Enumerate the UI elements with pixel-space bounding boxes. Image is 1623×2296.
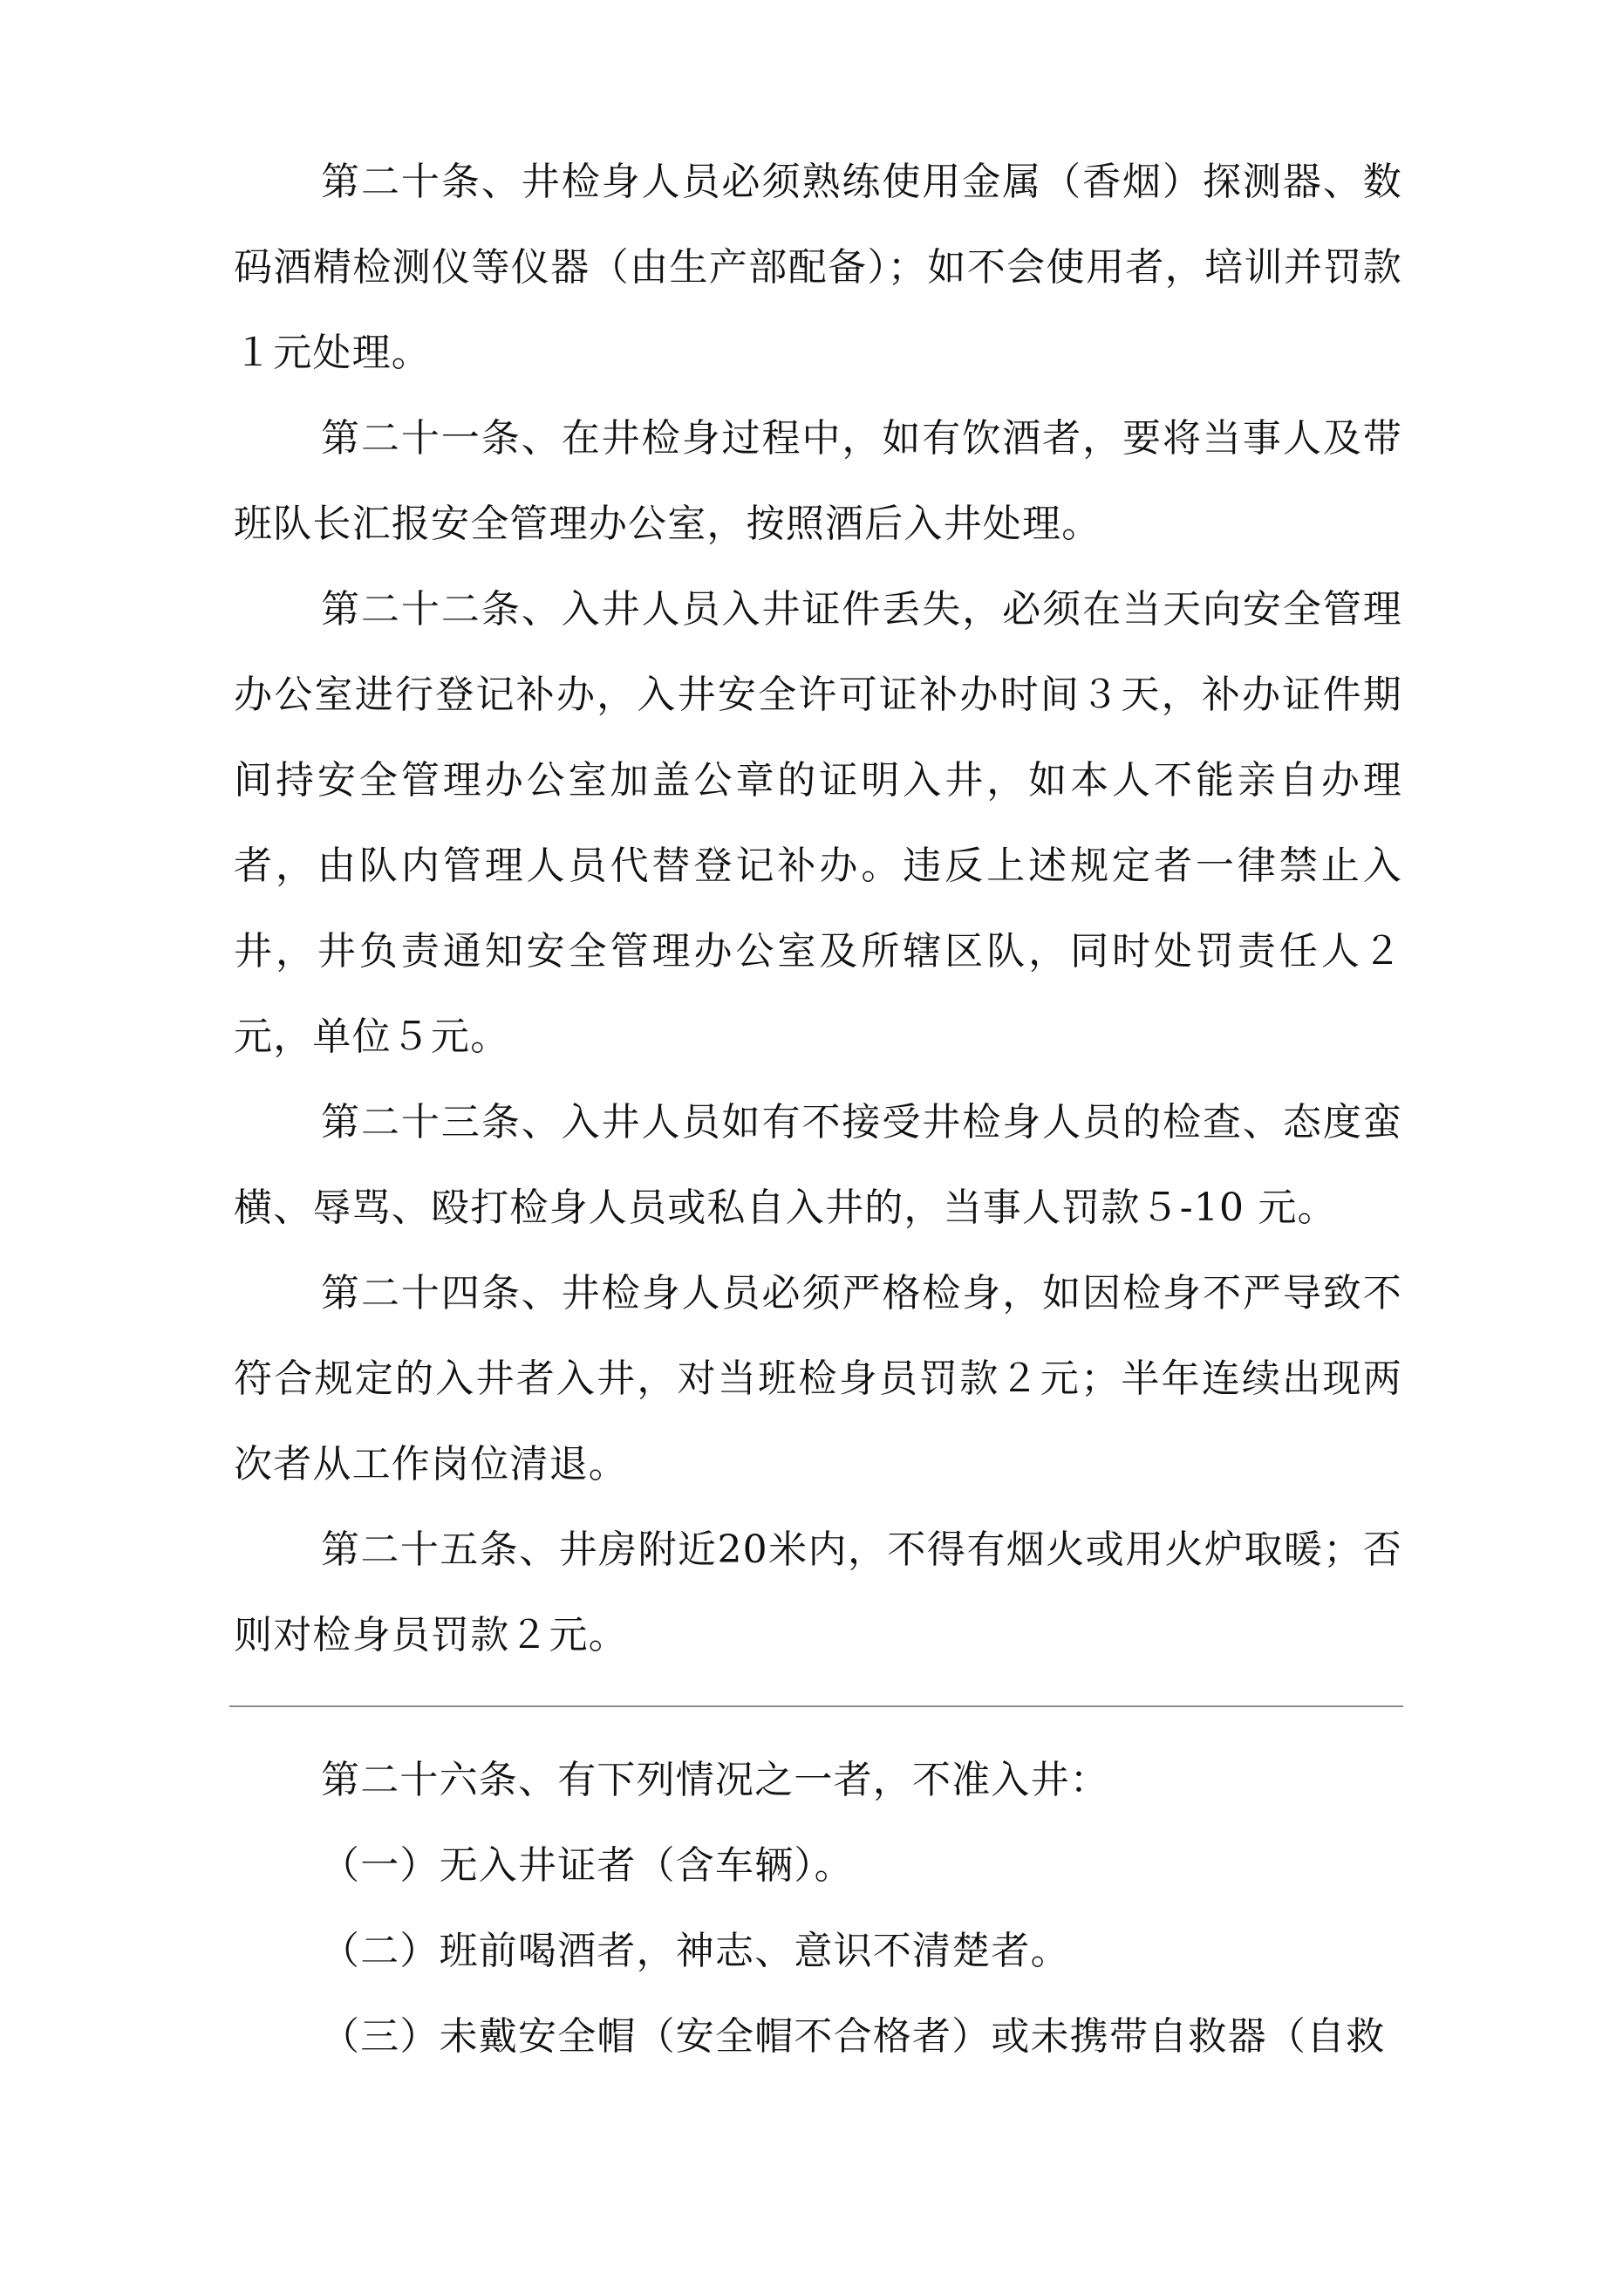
article-21: 第二十一条、在井检身过程中，如有饮酒者，要将当事人及带班队长汇报安全管理办公室，按照酒后入井处理。	[234, 416, 1402, 546]
article-26-item-3: （三）未戴安全帽（安全帽不合格者）或未携带自救器（自救	[321, 2014, 1386, 2059]
article-26-item-2: （二）班前喝酒者，神志、意识不清楚者。	[321, 1929, 1070, 1973]
article-26-item-1: （一）无入井证者（含车辆）。	[321, 1843, 854, 1888]
section-divider	[229, 1705, 1403, 1707]
article-24: 第二十四条、井检身人员必须严格检身，如因检身不严导致不符合规定的入井者入井，对当班检身员罚款２元；半年连续出现两次者从工作岗位清退。	[234, 1271, 1402, 1486]
document-body	[234, 140, 1402, 1678]
article-26: 第二十六条、有下列情况之一者，不准入井：	[321, 1758, 1109, 1802]
article-20: 第二十条、井检身人员必须熟练使用金属（香烟）探测器、数码酒精检测仪等仪器（由生产部配备）；如不会使用者，培训并罚款１元处理。	[234, 160, 1402, 375]
article-25: 第二十五条、井房附近20米内，不得有烟火或用火炉取暖；否则对检身员罚款２元。	[234, 1527, 1402, 1657]
article-22: 第二十二条、入井人员入井证件丢失，必须在当天向安全管理办公室进行登记补办，入井安全许可证补办时间３天，补办证件期间持安全管理办公室加盖公章的证明入井，如本人不能亲自办理者，由队内管理人员代替登记补办。违反上述规定者一律禁止入井，井负责通知安全管理办公室及所辖区队，同时处罚责任人２元，单位５元。	[234, 587, 1402, 1059]
article-23: 第二十三条、入井人员如有不接受井检身人员的检查、态度蛮横、辱骂、殴打检身人员或私自入井的，当事人罚款５-10 元。	[234, 1100, 1402, 1230]
document-body-continued	[234, 1738, 1402, 2080]
